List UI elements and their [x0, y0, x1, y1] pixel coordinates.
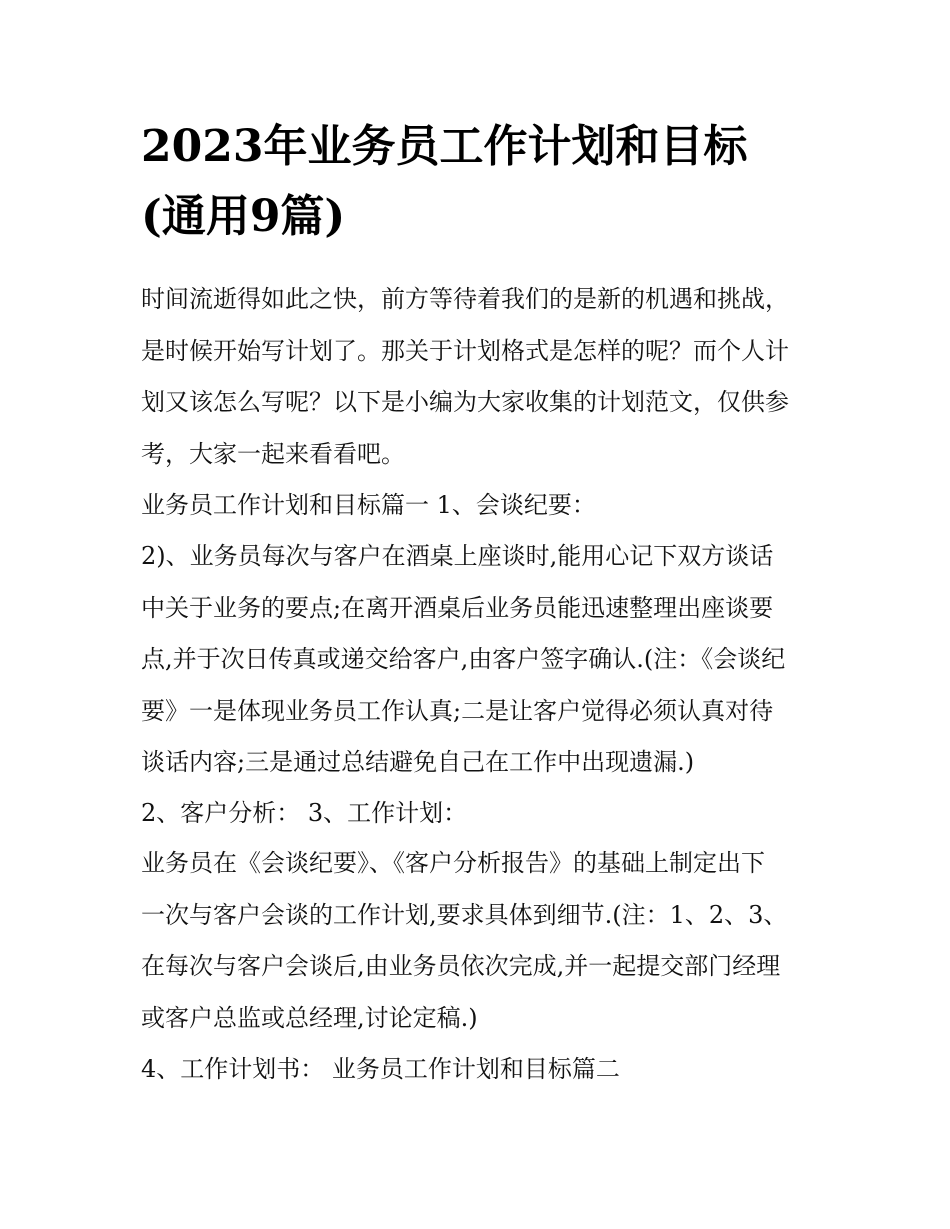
text-line: 2)、业务员每次与客户在酒桌上座谈时,能用心记下双方谈话 — [141, 542, 774, 570]
title-line: 2023年业务员工作计划和目标 — [141, 121, 748, 172]
section-heading-paragraph — [141, 480, 821, 532]
work-plan-paragraph — [141, 838, 821, 1044]
meeting-notes-paragraph — [141, 531, 821, 789]
text-line: 是时候开始写计划了。那关于计划格式是怎样的呢？而个人计 — [141, 336, 789, 365]
text-line: 划又该怎么写呢？以下是小编为大家收集的计划范文，仅供参 — [141, 388, 789, 416]
plan-book-paragraph — [141, 1044, 821, 1096]
client-analysis-paragraph — [141, 788, 821, 840]
text-line: 业务员工作计划和目标篇一 1、会谈纪要： — [141, 491, 596, 519]
document-title — [141, 112, 821, 252]
text-line: 一次与客户会谈的工作计划,要求具体到细节.(注：1、2、3、 — [141, 900, 788, 929]
text-line: 考，大家一起来看看吧。 — [141, 439, 405, 468]
text-line: 业务员在《会谈纪要》、《客户分析报告》的基础上制定出下 — [141, 849, 765, 877]
text-line: 4、工作计划书： 业务员工作计划和目标篇二 — [141, 1055, 620, 1083]
text-line: 时间流逝得如此之快，前方等待着我们的是新的机遇和挑战， — [141, 285, 789, 313]
text-line: 或客户总监或总经理,讨论定稿.) — [141, 1003, 478, 1032]
text-line: 点,并于次日传真或递交给客户,由客户签字确认.(注：《会谈纪 — [141, 645, 786, 673]
text-line: 中关于业务的要点;在离开酒桌后业务员能迅速整理出座谈要 — [141, 593, 774, 622]
text-line: 2、客户分析： 3、工作计划： — [141, 799, 468, 827]
title-line: (通用9篇) — [141, 191, 346, 242]
text-line: 要》一是体现业务员工作认真;二是让客户觉得必须认真对待 — [141, 696, 774, 725]
intro-paragraph — [141, 274, 821, 480]
text-line: 在每次与客户会谈后,由业务员依次完成,并一起提交部门经理 — [141, 952, 781, 980]
text-line: 谈话内容;三是通过总结避免自己在工作中出现遗漏.) — [141, 748, 695, 776]
